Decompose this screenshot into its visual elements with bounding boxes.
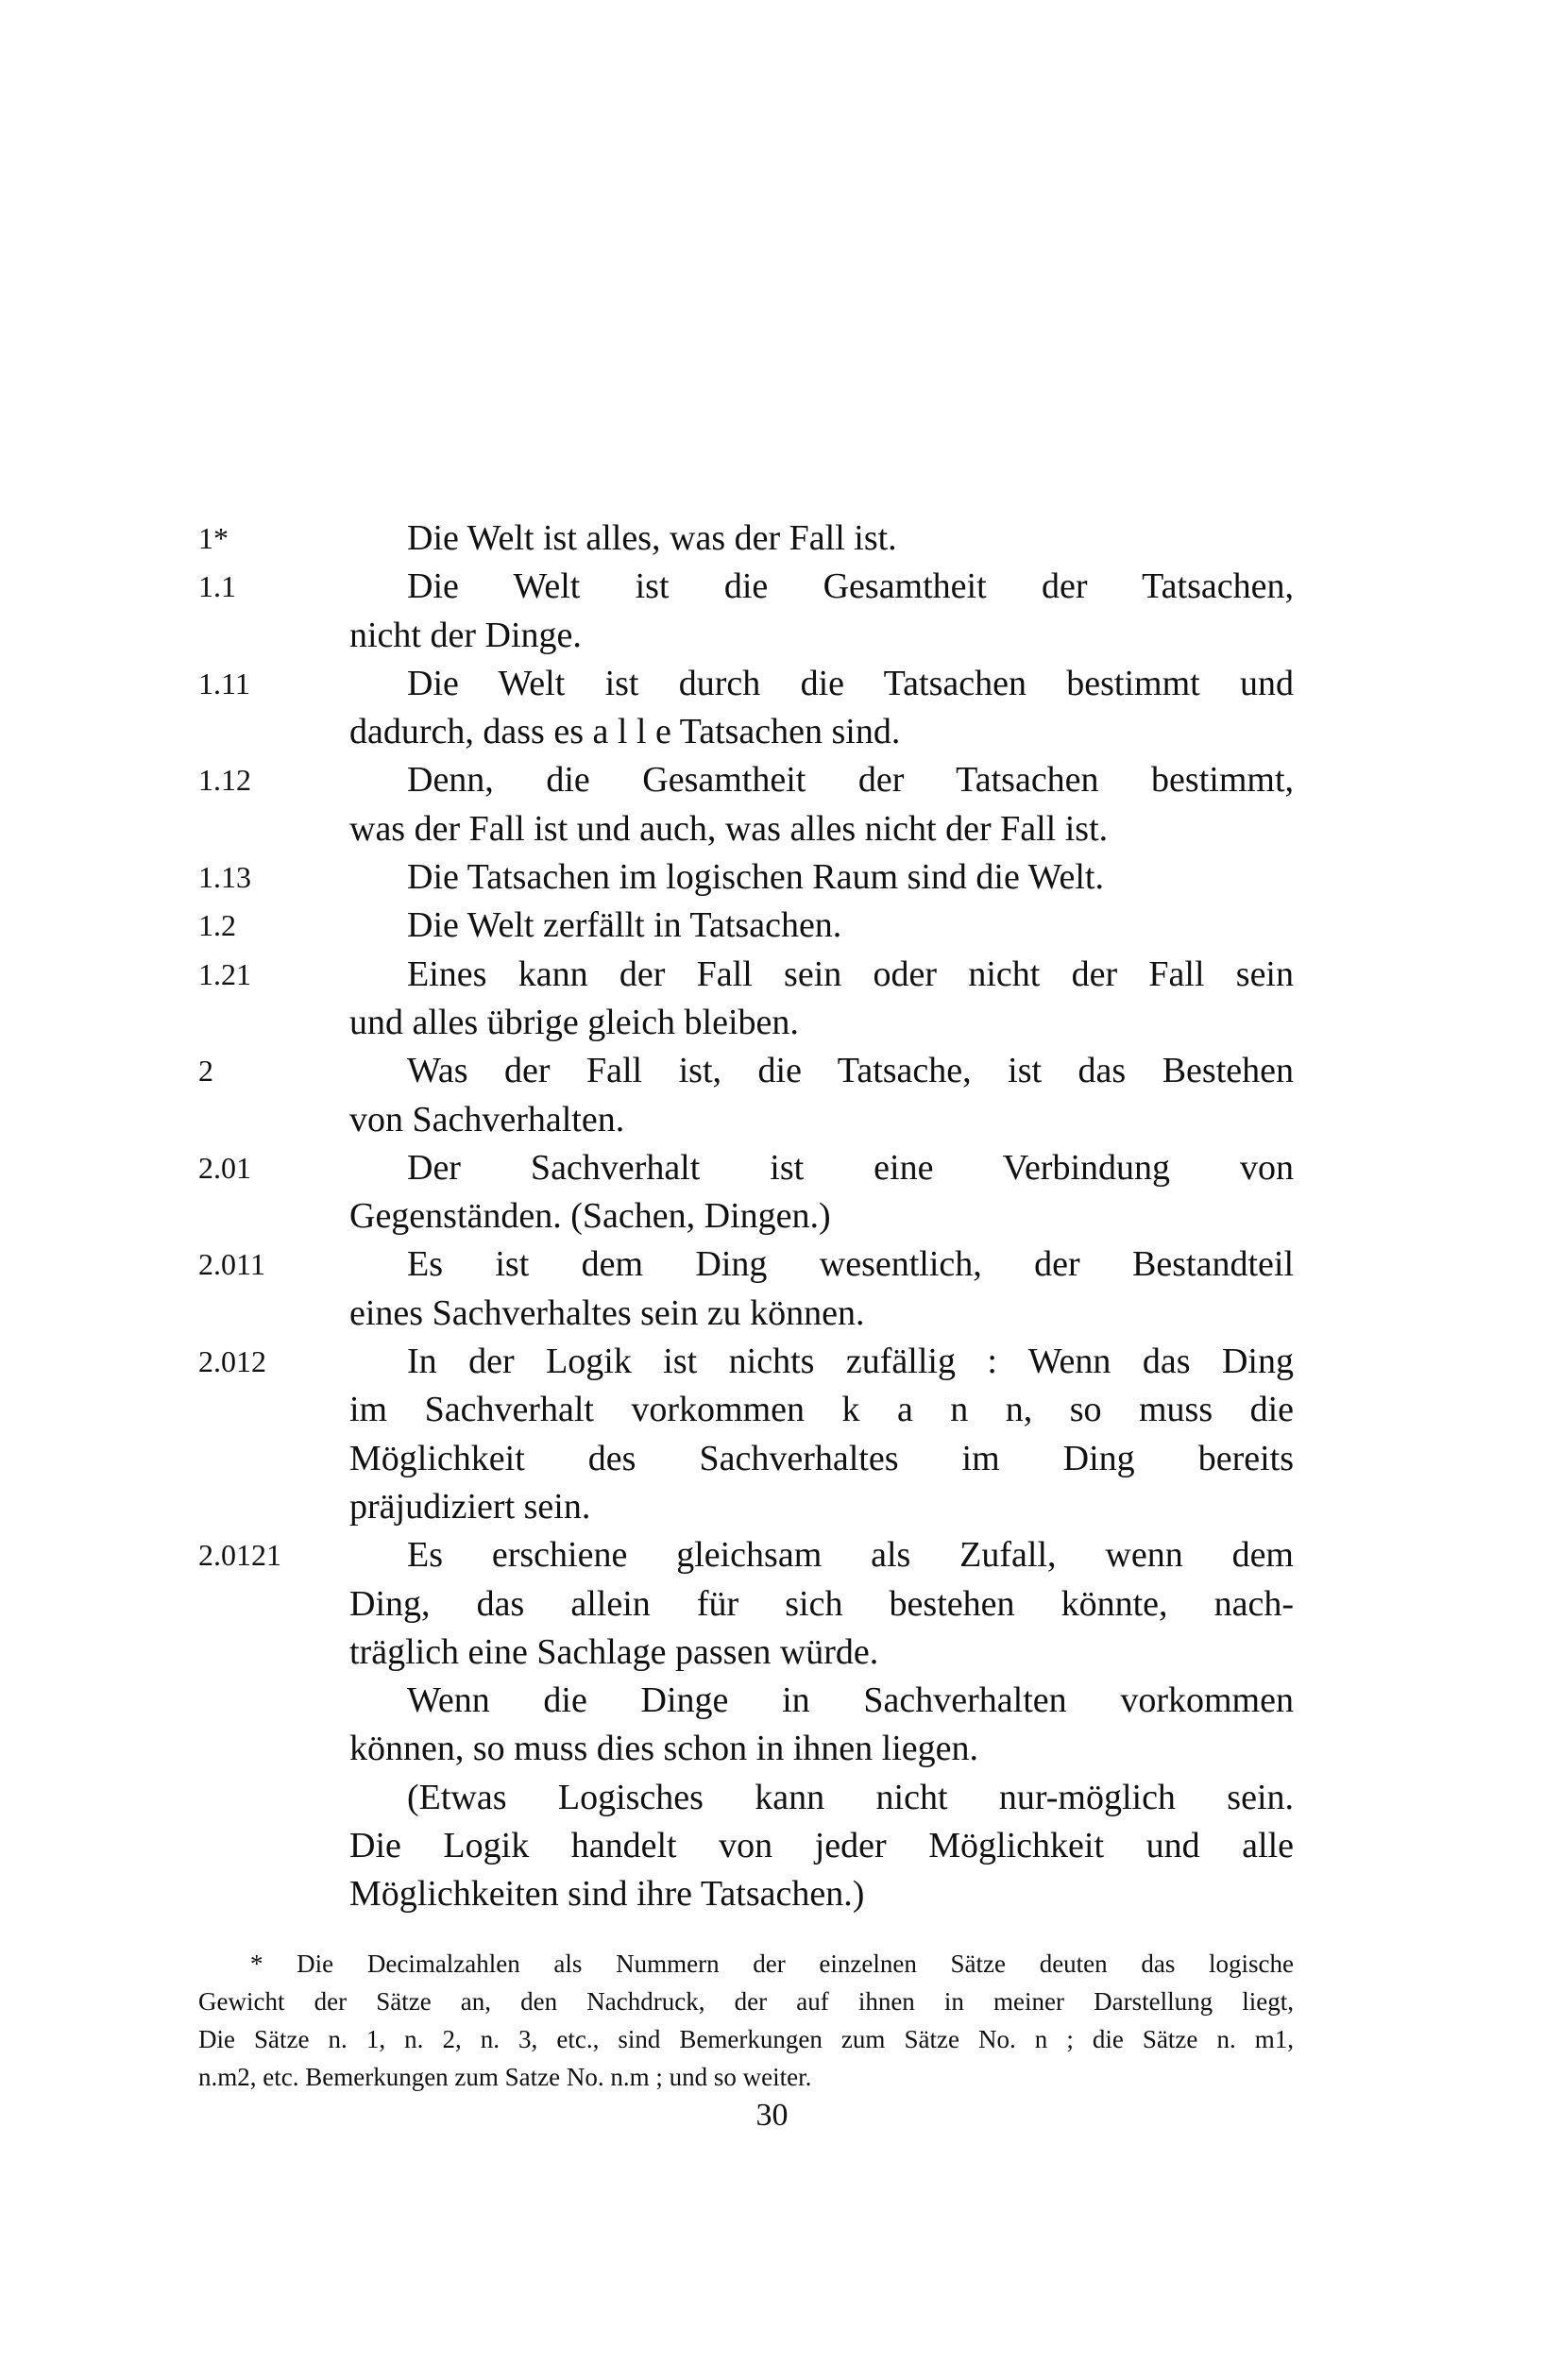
proposition-number: 1.11	[198, 666, 250, 700]
proposition-line: Die Welt ist durch die Tatsachen bestimmt und	[407, 663, 1294, 703]
footnote-line: Die Sätze n. 1, n. 2, n. 3, etc., sind Bemerkungen zum Sätze No. n ; die Sätze n. m1,	[198, 2025, 1294, 2053]
proposition	[198, 1047, 1294, 1144]
proposition-line: Die Welt zerfällt in Tatsachen.	[407, 905, 842, 946]
proposition-line: können, so muss dies schon in ihnen liegen.	[349, 1729, 978, 1769]
proposition-line: Wenn die Dinge in Sachverhalten vorkommen	[407, 1680, 1294, 1721]
proposition-number: 2.011	[198, 1247, 265, 1282]
proposition-number: 1.21	[198, 956, 251, 991]
footnote	[198, 1945, 1294, 2096]
proposition	[198, 902, 1294, 950]
proposition	[198, 515, 1294, 563]
proposition-line: Es ist dem Ding wesentlich, der Bestandteil	[407, 1244, 1294, 1285]
proposition-line: Möglichkeiten sind ihre Tatsachen.)	[349, 1874, 865, 1915]
proposition	[198, 1338, 1294, 1531]
proposition-line: was der Fall ist und auch, was alles nicht der Fall ist.	[349, 808, 1109, 849]
proposition-line: im Sachverhalt vorkommen k a n n, so muss die	[349, 1390, 1294, 1430]
proposition-number: 1*	[198, 521, 229, 555]
proposition-line: In der Logik ist nichts zufällig : Wenn das Ding	[407, 1342, 1294, 1382]
proposition-number: 1.12	[198, 763, 251, 798]
proposition-line: dadurch, dass es a l l e Tatsachen sind.	[349, 712, 901, 752]
proposition-line: Die Logik handelt von jeder Möglichkeit und alle	[349, 1826, 1294, 1866]
proposition	[198, 951, 1294, 1048]
proposition-line: eines Sachverhaltes sein zu können.	[349, 1292, 865, 1333]
proposition-line: träglich eine Sachlage passen würde.	[349, 1631, 879, 1672]
proposition	[198, 1531, 1294, 1677]
proposition-line: Eines kann der Fall sein oder nicht der Fall sein	[407, 954, 1294, 994]
proposition-line: präjudiziert sein.	[349, 1486, 591, 1527]
proposition	[198, 1677, 1294, 1774]
proposition-line: Es erschiene gleichsam als Zufall, wenn dem	[407, 1535, 1294, 1576]
proposition-line: (Etwas Logisches kann nicht nur-möglich sein.	[407, 1777, 1294, 1817]
proposition	[198, 563, 1294, 660]
proposition-line: Gegenständen. (Sachen, Dingen.)	[349, 1196, 831, 1237]
footnote-line: * Die Decimalzahlen als Nummern der einzelnen Sätze deuten das logische	[250, 1950, 1294, 1978]
proposition-line: nicht der Dinge.	[349, 615, 582, 655]
proposition	[198, 1241, 1294, 1338]
proposition	[198, 756, 1294, 853]
proposition-line: Was der Fall ist, die Tatsache, ist das Bestehen	[407, 1051, 1294, 1091]
footnote-line: Gewicht der Sätze an, den Nachdruck, der auf ihnen in meiner Darstellung liegt,	[198, 1987, 1294, 2016]
page-number: 30	[755, 2098, 789, 2133]
proposition-number: 2.012	[198, 1344, 266, 1379]
proposition	[198, 1144, 1294, 1241]
proposition-line: Möglichkeit des Sachverhaltes im Ding bereits	[349, 1438, 1294, 1478]
proposition-number: 2.0121	[198, 1538, 281, 1573]
proposition-line: und alles übrige gleich bleiben.	[349, 1002, 799, 1042]
proposition-line: Die Welt ist die Gesamtheit der Tatsachen,	[407, 566, 1294, 607]
proposition-number: 1.1	[198, 569, 236, 604]
proposition-number: 1.13	[198, 860, 251, 895]
footnote-line: n.m2, etc. Bemerkungen zum Satze No. n.m ; und so weiter.	[198, 2063, 812, 2091]
proposition-number: 2.01	[198, 1150, 251, 1185]
proposition	[198, 660, 1294, 757]
proposition-number: 1.2	[198, 908, 236, 943]
proposition	[198, 1774, 1294, 1919]
proposition-number: 2	[198, 1054, 213, 1089]
proposition-line: Denn, die Gesamtheit der Tatsachen bestimmt,	[407, 760, 1294, 801]
proposition-line: von Sachverhalten.	[349, 1099, 625, 1139]
proposition-line: Ding, das allein für sich bestehen könnte, nach-	[349, 1583, 1294, 1624]
proposition-line: Die Tatsachen im logischen Raum sind die Welt.	[407, 857, 1104, 898]
proposition	[198, 853, 1294, 902]
proposition-line: Die Welt ist alles, was der Fall ist.	[407, 518, 897, 558]
proposition-line: Der Sachverhalt ist eine Verbindung von	[407, 1147, 1294, 1188]
body-text	[198, 515, 1294, 1919]
